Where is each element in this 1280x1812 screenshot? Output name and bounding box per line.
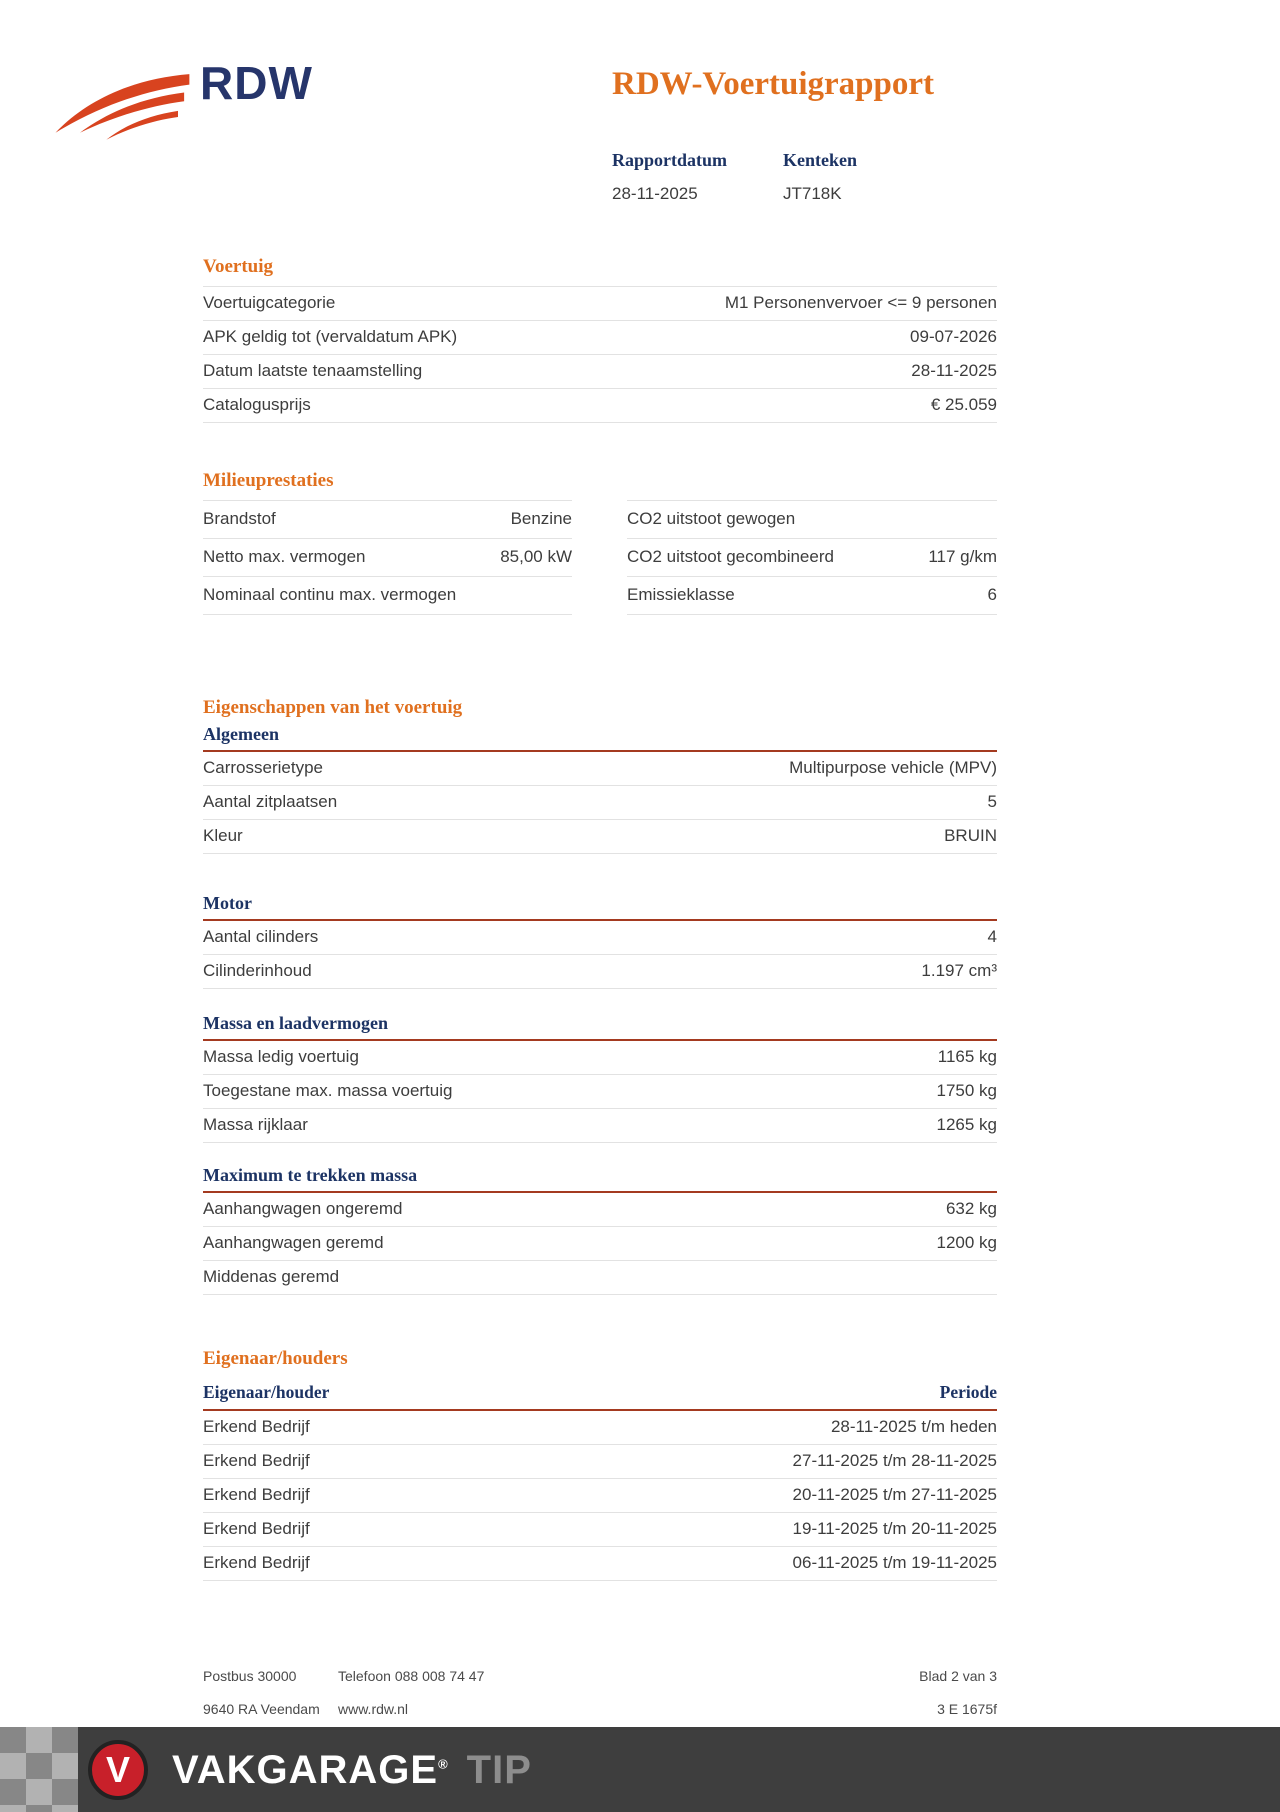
rapportdatum-value: 28-11-2025 — [612, 184, 698, 203]
row-label: Catalogusprijs — [203, 395, 311, 414]
row-label: Massa rijklaar — [203, 1115, 308, 1134]
rdw-logo-icon — [52, 68, 192, 158]
row-value: 6 — [987, 585, 997, 604]
table-row — [627, 501, 997, 539]
row-label: CO2 uitstoot gecombineerd — [627, 547, 834, 566]
footer-postbus: Postbus 30000 — [203, 1668, 297, 1684]
footer-phone: Telefoon 088 008 74 47 — [338, 1668, 485, 1684]
row-value: 1200 kg — [936, 1233, 997, 1252]
table-row — [203, 786, 997, 820]
subsection-heading-algemeen: Algemeen — [203, 724, 997, 752]
footer-doc-code: 3 E 1675f — [937, 1701, 997, 1717]
algemeen-table — [203, 752, 997, 854]
row-label: Brandstof — [203, 509, 276, 528]
table-row — [203, 1041, 997, 1075]
footer-page-info: Blad 2 van 3 — [919, 1668, 997, 1684]
section-eigenaar — [203, 1348, 997, 1581]
row-value: 06-11-2025 t/m 19-11-2025 — [792, 1553, 997, 1572]
row-value: 20-11-2025 t/m 27-11-2025 — [792, 1485, 997, 1504]
owner-column-period: Periode — [939, 1382, 997, 1402]
table-row — [203, 1479, 997, 1513]
table-row — [203, 1513, 997, 1547]
row-label: Carrosserietype — [203, 758, 323, 777]
checkerboard-decoration — [0, 1727, 78, 1812]
rdw-logo-wordmark: RDW — [200, 57, 313, 109]
row-value: BRUIN — [944, 826, 997, 845]
vakgarage-bottom-bar — [0, 1727, 1280, 1812]
row-label: Aantal zitplaatsen — [203, 792, 338, 811]
row-label: Emissieklasse — [627, 585, 735, 604]
row-value: 19-11-2025 t/m 20-11-2025 — [792, 1519, 997, 1538]
row-label: Erkend Bedrijf — [203, 1417, 310, 1436]
row-value: Benzine — [510, 509, 572, 528]
row-value: € 25.059 — [930, 395, 997, 414]
row-label: Erkend Bedrijf — [203, 1485, 310, 1504]
section-voertuig — [203, 256, 997, 423]
row-value: 28-11-2025 — [911, 361, 997, 380]
row-label: Kleur — [203, 826, 243, 845]
section-heading-eigenaar: Eigenaar/houders — [203, 1348, 348, 1369]
row-value: 09-07-2026 — [910, 327, 997, 346]
milieu-columns — [203, 500, 997, 615]
row-label: Nominaal continu max. vermogen — [203, 585, 457, 604]
row-value: 632 kg — [945, 1199, 997, 1218]
row-label: Aanhangwagen ongeremd — [203, 1199, 403, 1218]
table-row — [203, 955, 997, 989]
row-label: Aanhangwagen geremd — [203, 1233, 384, 1252]
page-title: RDW-Voertuigrapport — [612, 66, 935, 102]
kenteken-value: JT718K — [783, 184, 842, 203]
table-row — [203, 1261, 997, 1295]
table-row — [627, 539, 997, 577]
row-label: Erkend Bedrijf — [203, 1451, 310, 1470]
owner-column-label: Eigenaar/houder — [203, 1382, 330, 1402]
voertuig-table — [203, 286, 997, 423]
row-value: Multipurpose vehicle (MPV) — [789, 758, 997, 777]
row-label: CO2 uitstoot gewogen — [627, 509, 796, 528]
subsection-motor — [203, 893, 997, 989]
table-row — [203, 389, 997, 423]
row-value: 1265 kg — [936, 1115, 997, 1134]
table-row — [203, 1075, 997, 1109]
row-label: Aantal cilinders — [203, 927, 319, 946]
footer-website: www.rdw.nl — [338, 1701, 409, 1717]
subsection-heading-trekken: Maximum te trekken massa — [203, 1165, 997, 1193]
owner-table — [203, 1411, 997, 1581]
row-value: 85,00 kW — [500, 547, 572, 566]
page-footer — [203, 1668, 997, 1730]
section-milieuprestaties — [203, 470, 997, 615]
subsection-heading-motor: Motor — [203, 893, 997, 921]
massa-table — [203, 1041, 997, 1143]
vakgarage-tip-label: TIP — [466, 1748, 532, 1792]
vakgarage-brand-text: VAKGARAGE — [172, 1748, 439, 1792]
row-label: Toegestane max. massa voertuig — [203, 1081, 453, 1100]
row-value: 1165 kg — [937, 1047, 997, 1066]
table-row — [203, 921, 997, 955]
row-value: 1750 kg — [936, 1081, 997, 1100]
row-label: Voertuigcategorie — [203, 293, 336, 312]
row-label: Middenas geremd — [203, 1267, 340, 1286]
table-row — [203, 321, 997, 355]
table-row — [203, 1445, 997, 1479]
trekken-table — [203, 1193, 997, 1295]
section-eigenschappen — [203, 697, 997, 727]
row-value: 4 — [987, 927, 997, 946]
row-label: Erkend Bedrijf — [203, 1519, 310, 1538]
row-label: Netto max. vermogen — [203, 547, 366, 566]
section-heading-voertuig: Voertuig — [203, 256, 274, 277]
registered-mark: ® — [438, 1756, 449, 1772]
row-label: APK geldig tot (vervaldatum APK) — [203, 327, 458, 346]
kenteken-label: Kenteken — [783, 150, 857, 170]
motor-table — [203, 921, 997, 989]
row-value: 5 — [987, 792, 997, 811]
row-label: Massa ledig voertuig — [203, 1047, 359, 1066]
table-row — [203, 820, 997, 854]
milieu-right-table — [627, 500, 997, 615]
table-row — [203, 539, 572, 577]
row-value: 117 g/km — [928, 547, 997, 566]
table-row — [203, 287, 997, 321]
row-value: 27-11-2025 t/m 28-11-2025 — [792, 1451, 997, 1470]
row-label: Erkend Bedrijf — [203, 1553, 310, 1572]
row-label: Datum laatste tenaamstelling — [203, 361, 423, 380]
owner-table-header — [203, 1378, 997, 1411]
subsection-algemeen — [203, 724, 997, 854]
subsection-massa — [203, 1013, 997, 1143]
table-row — [203, 1193, 997, 1227]
section-heading-milieuprestaties: Milieuprestaties — [203, 470, 334, 491]
row-value: 28-11-2025 t/m heden — [830, 1417, 997, 1436]
row-value: 1.197 cm³ — [921, 961, 997, 980]
table-row — [203, 501, 572, 539]
rapportdatum-label: Rapportdatum — [612, 150, 728, 170]
footer-city: 9640 RA Veendam — [203, 1701, 320, 1717]
subsection-trekken — [203, 1165, 997, 1295]
table-row — [203, 1411, 997, 1445]
table-row — [203, 752, 997, 786]
section-heading-eigenschappen: Eigenschappen van het voertuig — [203, 697, 463, 718]
subsection-heading-massa: Massa en laadvermogen — [203, 1013, 997, 1041]
table-row — [627, 577, 997, 615]
table-row — [203, 355, 997, 389]
row-label: Cilinderinhoud — [203, 961, 312, 980]
table-row — [203, 577, 572, 615]
table-row — [203, 1109, 997, 1143]
table-row — [203, 1547, 997, 1581]
vakgarage-brand — [172, 1748, 532, 1793]
row-value: M1 Personenvervoer <= 9 personen — [724, 293, 997, 312]
table-row — [203, 1227, 997, 1261]
milieu-left-table — [203, 500, 572, 615]
vakgarage-logo-icon: V — [88, 1740, 148, 1800]
